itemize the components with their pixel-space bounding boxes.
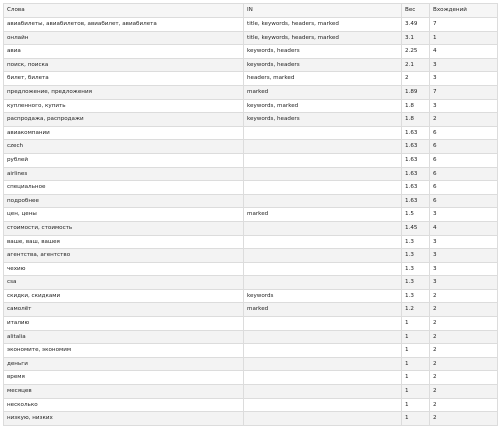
cell-in: keywords [244, 289, 402, 303]
table-row [4, 208, 498, 222]
table-row [4, 85, 498, 99]
header-words: Слова [4, 4, 244, 18]
cell-words: несколько [4, 398, 244, 412]
cell-in [244, 221, 402, 235]
cell-words: csa [4, 276, 244, 290]
cell-words: экономите, экономим [4, 344, 244, 358]
cell-weight: 2 [402, 72, 430, 86]
cell-weight: 1 [402, 385, 430, 399]
cell-weight: 1.63 [402, 167, 430, 181]
cell-in [244, 398, 402, 412]
cell-in [244, 317, 402, 331]
table-row [4, 235, 498, 249]
cell-weight: 2.25 [402, 45, 430, 59]
cell-occurrences: 2 [430, 357, 498, 371]
header-in: IN [244, 4, 402, 18]
cell-words: билет, билета [4, 72, 244, 86]
table-row [4, 18, 498, 32]
cell-weight: 1.5 [402, 208, 430, 222]
cell-occurrences: 4 [430, 221, 498, 235]
cell-words: деньги [4, 357, 244, 371]
cell-occurrences: 4 [430, 45, 498, 59]
cell-weight: 1 [402, 344, 430, 358]
table-body [4, 18, 498, 426]
table-row [4, 303, 498, 317]
cell-occurrences: 2 [430, 330, 498, 344]
table-row [4, 317, 498, 331]
cell-in [244, 167, 402, 181]
cell-occurrences: 2 [430, 317, 498, 331]
cell-in [244, 276, 402, 290]
table-row [4, 126, 498, 140]
cell-in [244, 412, 402, 426]
cell-weight: 1.3 [402, 262, 430, 276]
cell-words: alitalia [4, 330, 244, 344]
table-row [4, 357, 498, 371]
cell-in [244, 371, 402, 385]
cell-weight: 3.49 [402, 18, 430, 32]
cell-words: рублей [4, 153, 244, 167]
cell-words: чехию [4, 262, 244, 276]
cell-occurrences: 3 [430, 249, 498, 263]
cell-words: airlines [4, 167, 244, 181]
table-row [4, 181, 498, 195]
cell-words: купленного, купить [4, 99, 244, 113]
cell-occurrences: 3 [430, 208, 498, 222]
cell-occurrences: 2 [430, 344, 498, 358]
cell-words: авиакомпании [4, 126, 244, 140]
cell-words: ваше, ваш, вашея [4, 235, 244, 249]
table-row [4, 58, 498, 72]
cell-weight: 1.2 [402, 303, 430, 317]
cell-in: marked [244, 85, 402, 99]
cell-weight: 1.3 [402, 276, 430, 290]
table-row [4, 167, 498, 181]
keyword-table-container [3, 3, 497, 426]
cell-words: скидки, скидками [4, 289, 244, 303]
table-row [4, 385, 498, 399]
header-occurrences: Вхождений [430, 4, 498, 18]
cell-in [244, 357, 402, 371]
cell-occurrences: 2 [430, 113, 498, 127]
table-row [4, 113, 498, 127]
cell-in: marked [244, 303, 402, 317]
cell-weight: 1.63 [402, 181, 430, 195]
cell-words: поиск, поиска [4, 58, 244, 72]
cell-words: предложение, предложения [4, 85, 244, 99]
table-row [4, 398, 498, 412]
cell-in: headers, marked [244, 72, 402, 86]
cell-in: keywords, marked [244, 99, 402, 113]
cell-occurrences: 1 [430, 31, 498, 45]
cell-weight: 1.63 [402, 153, 430, 167]
cell-occurrences: 3 [430, 99, 498, 113]
keyword-table [3, 3, 498, 426]
cell-occurrences: 2 [430, 398, 498, 412]
cell-in [244, 194, 402, 208]
cell-occurrences: 6 [430, 126, 498, 140]
header-weight: Вес [402, 4, 430, 18]
table-row [4, 221, 498, 235]
cell-occurrences: 3 [430, 276, 498, 290]
cell-in: marked [244, 208, 402, 222]
cell-words: авиабилеты, авиабилетов, авиабилет, авиабилета [4, 18, 244, 32]
cell-occurrences: 2 [430, 289, 498, 303]
cell-occurrences: 6 [430, 167, 498, 181]
cell-weight: 1.3 [402, 235, 430, 249]
table-row [4, 249, 498, 263]
cell-weight: 1.89 [402, 85, 430, 99]
table-row [4, 72, 498, 86]
cell-weight: 1.8 [402, 113, 430, 127]
cell-words: самолёт [4, 303, 244, 317]
cell-weight: 1 [402, 330, 430, 344]
cell-occurrences: 2 [430, 412, 498, 426]
cell-words: специальное [4, 181, 244, 195]
cell-words: стоимости, стоимость [4, 221, 244, 235]
cell-weight: 1.3 [402, 249, 430, 263]
cell-occurrences: 6 [430, 181, 498, 195]
cell-occurrences: 6 [430, 194, 498, 208]
cell-occurrences: 3 [430, 58, 498, 72]
cell-in [244, 385, 402, 399]
cell-occurrences: 7 [430, 18, 498, 32]
cell-occurrences: 2 [430, 371, 498, 385]
cell-in [244, 181, 402, 195]
cell-in [244, 330, 402, 344]
cell-in: keywords, headers [244, 45, 402, 59]
cell-in [244, 344, 402, 358]
cell-words: онлайн [4, 31, 244, 45]
cell-in [244, 235, 402, 249]
cell-occurrences: 3 [430, 72, 498, 86]
table-row [4, 153, 498, 167]
table-row [4, 330, 498, 344]
table-row [4, 140, 498, 154]
cell-words: низкую, низких [4, 412, 244, 426]
cell-in: title, keywords, headers, marked [244, 31, 402, 45]
cell-weight: 1 [402, 317, 430, 331]
cell-occurrences: 2 [430, 303, 498, 317]
cell-weight: 1.63 [402, 126, 430, 140]
cell-words: месяцев [4, 385, 244, 399]
cell-in [244, 140, 402, 154]
cell-weight: 1 [402, 357, 430, 371]
cell-weight: 1.3 [402, 289, 430, 303]
cell-occurrences: 6 [430, 153, 498, 167]
cell-weight: 1.63 [402, 140, 430, 154]
table-row [4, 412, 498, 426]
cell-occurrences: 3 [430, 235, 498, 249]
cell-weight: 2.1 [402, 58, 430, 72]
cell-occurrences: 7 [430, 85, 498, 99]
cell-in [244, 249, 402, 263]
table-header-row [4, 4, 498, 18]
cell-in [244, 262, 402, 276]
cell-weight: 1.8 [402, 99, 430, 113]
cell-words: время [4, 371, 244, 385]
table-row [4, 45, 498, 59]
cell-in [244, 126, 402, 140]
table-row [4, 194, 498, 208]
cell-weight: 3.1 [402, 31, 430, 45]
cell-words: подробнее [4, 194, 244, 208]
cell-in: title, keywords, headers, marked [244, 18, 402, 32]
cell-weight: 1 [402, 371, 430, 385]
cell-weight: 1 [402, 398, 430, 412]
table-row [4, 276, 498, 290]
cell-in [244, 153, 402, 167]
cell-weight: 1 [402, 412, 430, 426]
cell-occurrences: 2 [430, 385, 498, 399]
table-row [4, 289, 498, 303]
table-row [4, 31, 498, 45]
cell-words: авиа [4, 45, 244, 59]
cell-words: агентства, агентство [4, 249, 244, 263]
table-row [4, 262, 498, 276]
cell-words: италию [4, 317, 244, 331]
table-row [4, 371, 498, 385]
cell-in: keywords, headers [244, 113, 402, 127]
cell-words: czech [4, 140, 244, 154]
cell-occurrences: 3 [430, 262, 498, 276]
table-row [4, 99, 498, 113]
cell-words: распродажа, распродажи [4, 113, 244, 127]
cell-words: цен, цены [4, 208, 244, 222]
cell-occurrences: 6 [430, 140, 498, 154]
cell-weight: 1.45 [402, 221, 430, 235]
cell-in: keywords, headers [244, 58, 402, 72]
table-row [4, 344, 498, 358]
cell-weight: 1.63 [402, 194, 430, 208]
